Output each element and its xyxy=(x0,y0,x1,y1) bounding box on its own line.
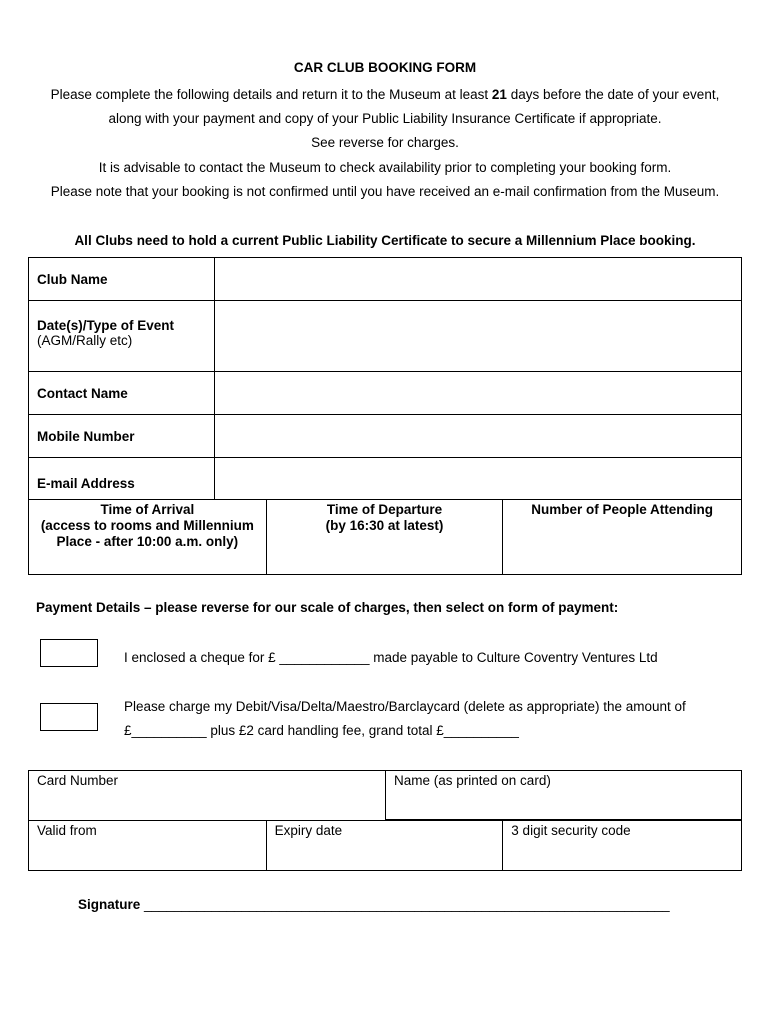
dates-type-label xyxy=(29,301,215,372)
club-name-label: Club Name xyxy=(29,258,215,301)
cheque-option-text: I enclosed a cheque for £ ____________ made payable to Culture Coventry Ventures Ltd xyxy=(124,650,658,665)
mobile-number-label: Mobile Number xyxy=(29,415,215,458)
people-attending-cell[interactable] xyxy=(503,500,742,575)
email-address-label: E-mail Address xyxy=(29,458,215,500)
contact-name-field[interactable] xyxy=(214,372,741,415)
departure-line-1: Time of Departure xyxy=(326,502,443,517)
form-title: CAR CLUB BOOKING FORM xyxy=(293,60,477,75)
mobile-number-field[interactable] xyxy=(214,415,741,458)
arrival-line-1: Time of Arrival xyxy=(100,502,195,517)
card-option-line-2: £__________ plus £2 card handling fee, grand total £__________ xyxy=(124,723,519,738)
card-number-label: Card Number xyxy=(37,773,119,788)
expiry-date-label: Expiry date xyxy=(274,823,343,838)
dates-type-title: Date(s)/Type of Event xyxy=(37,318,175,333)
intro-line-2: along with your payment and copy of your Public Liability Insurance Certificate if appropriate. xyxy=(108,111,662,126)
departure-line-2: (by 16:30 at latest) xyxy=(325,518,444,533)
email-address-field[interactable] xyxy=(214,458,741,500)
contact-name-label: Contact Name xyxy=(29,372,215,415)
cheque-checkbox[interactable] xyxy=(40,639,98,667)
valid-from-field[interactable] xyxy=(29,821,267,871)
intro-line-5: Please note that your booking is not confirmed until you have received an e-mail confirmation from the Museum. xyxy=(50,184,720,199)
signature-line: ______________________________________________________________________ xyxy=(144,897,670,912)
intro-line-1 xyxy=(0,87,770,102)
card-checkbox[interactable] xyxy=(40,703,98,731)
club-name-field[interactable] xyxy=(214,258,741,301)
expiry-date-field[interactable] xyxy=(266,821,503,871)
arrival-cell[interactable] xyxy=(29,500,267,575)
valid-from-label: Valid from xyxy=(37,823,97,838)
departure-cell[interactable] xyxy=(266,500,503,575)
signature-label: Signature xyxy=(78,897,141,912)
intro-line-4: It is advisable to contact the Museum to check availability prior to completing your booking form. xyxy=(98,160,672,175)
security-code-field[interactable] xyxy=(503,821,742,871)
intro-line-3: See reverse for charges. xyxy=(311,135,459,150)
dates-type-sub: (AGM/Rally etc) xyxy=(37,333,133,348)
intro-line-1-pre: Please complete the following details and return it to the Museum at least xyxy=(50,87,492,102)
dates-type-field[interactable] xyxy=(214,301,741,372)
name-on-card-cell[interactable] xyxy=(385,770,742,820)
card-option-line-1: Please charge my Debit/Visa/Delta/Maestro/Barclaycard (delete as appropriate) the amount of xyxy=(124,699,686,714)
name-on-card-label: Name (as printed on card) xyxy=(394,773,551,788)
security-code-label: 3 digit security code xyxy=(511,823,631,838)
intro-line-1-post: days before the date of your event, xyxy=(506,87,720,102)
intro-days: 21 xyxy=(491,87,507,102)
signature-row[interactable] xyxy=(78,897,670,912)
arrival-line-2: (access to rooms and Millennium xyxy=(40,518,254,533)
arrival-line-3: Place - after 10:00 a.m. only) xyxy=(56,534,239,549)
club-details-table xyxy=(28,257,742,575)
people-attending-label: Number of People Attending xyxy=(531,502,714,517)
liability-note: All Clubs need to hold a current Public Liability Certificate to secure a Millennium Place booking. xyxy=(74,233,696,248)
payment-heading: Payment Details – please reverse for our scale of charges, then select on form of payment: xyxy=(36,600,619,615)
